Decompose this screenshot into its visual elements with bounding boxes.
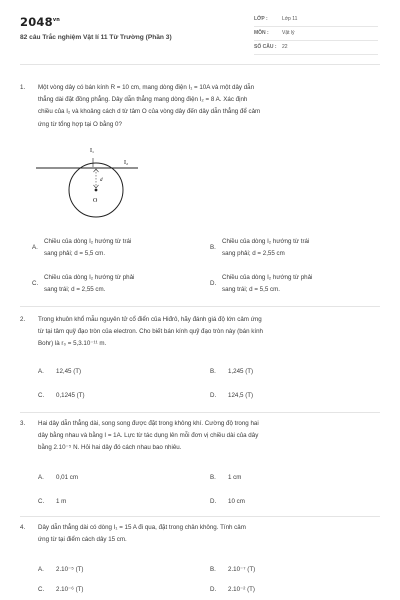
question-line: dây bằng nhau và bằng I = 1A. Lực từ tác dụng lên mỗi đơn vị chiều dài của dây	[38, 432, 259, 440]
option-text	[222, 272, 362, 296]
option-text: 1 m	[56, 498, 67, 505]
option-text	[44, 236, 184, 260]
option-letter: D.	[210, 586, 217, 593]
option-letter: D.	[210, 280, 217, 287]
question-text	[38, 522, 374, 546]
meta-row-count	[254, 40, 378, 55]
label-i2: I₂	[124, 160, 129, 166]
option-text: 12,45 (T)	[56, 368, 82, 375]
option-text: 2.10⁻⁷ (T)	[228, 566, 256, 573]
option-text	[222, 236, 362, 260]
question-number: 1.	[20, 84, 26, 91]
option-text: 0,01 cm	[56, 474, 79, 481]
question-text	[38, 418, 374, 455]
option-line: sang phải; d = 5,5 cm.	[44, 250, 106, 257]
option-line: sang phải; d = 2,55 cm	[222, 250, 285, 257]
option-text: 2.10⁻² (T)	[228, 586, 255, 593]
question-number: 4.	[20, 524, 26, 531]
option-letter: D.	[210, 498, 217, 505]
option-letter: A.	[38, 474, 44, 481]
question-divider	[20, 306, 380, 307]
document-title: 82 câu Trắc nghiệm Vật lí 11 Từ Trường (Phần 3)	[20, 34, 172, 41]
meta-label: MÔN :	[254, 30, 269, 36]
option-text: 10 cm	[228, 498, 245, 505]
option-text: 0,1245 (T)	[56, 392, 85, 399]
meta-label: LỚP :	[254, 16, 268, 22]
option-line: Chiều của dòng I₂ hướng từ phải	[222, 274, 313, 281]
option-line: Chiều của dòng I₂ hướng từ trái	[44, 238, 132, 245]
question-number: 2.	[20, 316, 26, 323]
question-number: 3.	[20, 420, 26, 427]
question-2	[20, 314, 380, 352]
option-line: sang trái; d = 2,55 cm.	[44, 286, 106, 293]
question-line: bằng 2.10⁻⁵ N. Hỏi hai dây đó cách nhau bao nhiêu.	[38, 444, 182, 452]
question-1	[20, 82, 380, 132]
question-text	[38, 82, 374, 131]
option-line: Chiều của dòng I₂ hướng từ phải	[44, 274, 135, 281]
option-letter: C.	[38, 498, 45, 505]
label-d: d	[100, 178, 103, 183]
option-letter: B.	[210, 474, 216, 481]
option-letter: A.	[38, 566, 44, 573]
option-letter: A.	[38, 368, 44, 375]
option-letter: C.	[38, 392, 45, 399]
option-letter: A.	[32, 244, 38, 251]
question-line: ứng từ tại điểm cách dây 15 cm.	[38, 536, 127, 544]
question-line: chiều của I₂ và khoảng cách d từ tâm O của vòng dây đến dây dẫn thẳng để cảm	[38, 108, 261, 116]
question-3	[20, 418, 380, 456]
meta-row-class	[254, 12, 378, 27]
option-letter: C.	[32, 280, 39, 287]
label-i1: I₁	[90, 148, 95, 154]
option-text: 2.10⁻⁶ (T)	[56, 586, 84, 593]
option-text	[44, 272, 184, 296]
meta-value: Vật lý	[282, 30, 295, 36]
question-line: từ tại tâm quỹ đạo tròn của electron. Cho biết bán kính quỹ đạo tròn này (bán kính	[38, 328, 263, 336]
option-line: sang trái; d = 5,5 cm.	[222, 286, 280, 293]
meta-value: 22	[282, 44, 288, 50]
question-divider	[20, 516, 380, 517]
center-point	[95, 189, 98, 192]
logo-text: 2048	[20, 15, 53, 29]
logo-suffix: vn	[52, 17, 61, 23]
question-line: Trong khuôn khổ mẫu nguyên tử cổ điển của Hiđrô, hãy đánh giá độ lớn cảm ứng	[38, 316, 262, 323]
question-line: Bohr) là r₀ = 5,3.10⁻¹¹ m.	[38, 340, 107, 348]
question-divider	[20, 412, 380, 413]
question-line: thẳng dài đặt đồng phẳng. Dây dẫn thẳng mang dòng điện I₂ = 8 A. Xác định	[38, 96, 248, 104]
option-letter: B.	[210, 368, 216, 375]
loop-and-wire-diagram	[36, 140, 138, 218]
option-letter: D.	[210, 392, 217, 399]
question-line: Dây dẫn thẳng dài có dòng I₁ = 15 A đi qua, đặt trong chân không. Tính cảm	[38, 524, 246, 531]
site-logo[interactable]	[20, 15, 60, 29]
meta-value: Lớp 11	[282, 16, 298, 22]
question-text	[38, 314, 374, 351]
option-letter: B.	[210, 566, 216, 573]
question-line: Hai dây dẫn thẳng dài, song song được đặt trong không khí. Cường độ trong hai	[38, 420, 259, 427]
option-letter: B.	[210, 244, 216, 251]
document-header	[0, 0, 400, 62]
option-line: Chiều của dòng I₂ hướng từ trái	[222, 238, 310, 245]
question-line: Một vòng dây có bán kính R = 10 cm, mang dòng điện I₁ = 10A và một dây dẫn	[38, 84, 255, 91]
question-1-figure	[36, 140, 138, 218]
option-text: 124,5 (T)	[228, 392, 254, 399]
label-o: O	[93, 198, 98, 204]
meta-row-subject	[254, 26, 378, 41]
option-text: 1 cm	[228, 474, 242, 481]
option-text: 2.10⁻⁵ (T)	[56, 566, 84, 573]
meta-label: SỐ CÂU :	[254, 44, 277, 50]
question-4	[20, 522, 380, 548]
question-line: ứng từ tổng hợp tại O bằng 0?	[38, 120, 122, 128]
option-letter: C.	[38, 586, 45, 593]
option-text: 1,245 (T)	[228, 368, 254, 375]
header-divider	[20, 64, 380, 65]
